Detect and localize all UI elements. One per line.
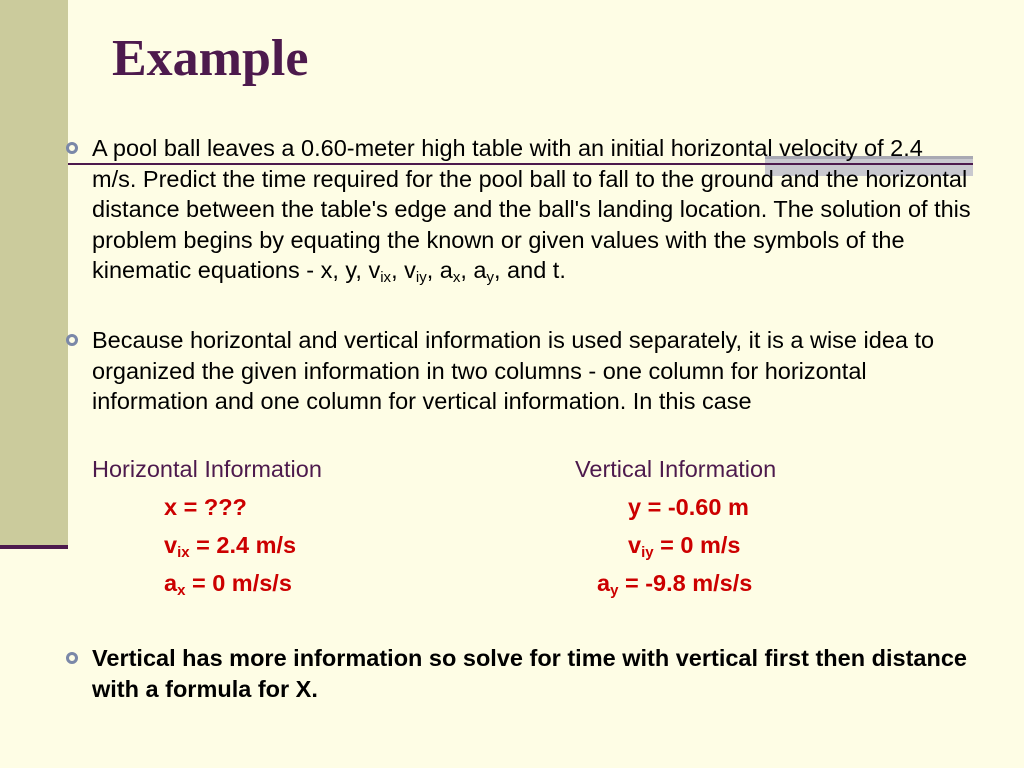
subscript: y	[610, 582, 619, 599]
bullet-1-tail: , and t.	[494, 257, 566, 283]
symbol: v	[628, 532, 642, 558]
horizontal-x-value: x = ???	[164, 494, 247, 520]
bullet-ring-icon	[66, 334, 78, 346]
symbol: a	[597, 570, 611, 596]
value: = 2.4 m/s	[189, 532, 297, 558]
value: = -9.8 m/s/s	[618, 570, 753, 596]
subscript-y: y	[486, 269, 494, 286]
vertical-info-header: Vertical Information	[575, 456, 777, 482]
subscript: x	[177, 582, 186, 599]
subscript-x: x	[452, 269, 461, 286]
vertical-viy-value	[628, 530, 740, 560]
bullet-paragraph-1	[92, 133, 972, 286]
subscript-ix: ix	[380, 269, 392, 286]
subscript: iy	[641, 544, 654, 561]
subscript-iy: iy	[415, 269, 427, 286]
slide-title: Example	[112, 30, 309, 87]
bullet-paragraph-2: Because horizontal and vertical information is used separately, it is a wise idea to organized the given information in two columns - one column for horizontal information and one column for vertical information. In this case	[92, 327, 935, 414]
left-decor-band	[0, 0, 68, 548]
symbol: a	[164, 570, 178, 596]
bullet-ring-icon	[66, 142, 78, 154]
value: = 0 m/s/s	[185, 570, 292, 596]
bullet-ring-icon	[66, 652, 78, 664]
left-band-rule	[0, 545, 68, 549]
vertical-ay-value	[597, 568, 752, 598]
horizontal-ax-value	[164, 568, 292, 598]
horizontal-info-header: Horizontal Information	[92, 456, 322, 482]
bullet-1-sep: , a	[426, 257, 453, 283]
bullet-1-text: A pool ball leaves a 0.60-meter high table with an initial horizontal velocity of 2.4 m/s. Predict the time required for the pool ball to fall to the ground and the horizontal distance between the table's edge and the ball's landing location. The solution of this problem begins by equating the known or given values with the symbols of the kinematic equations - x, y, v	[92, 135, 971, 283]
bullet-paragraph-3: Vertical has more information so solve for time with vertical first then distance with a formula for X.	[92, 645, 967, 702]
bullet-1-sep: , a	[460, 257, 487, 283]
vertical-y-value: y = -0.60 m	[628, 494, 749, 520]
value: = 0 m/s	[653, 532, 741, 558]
symbol: v	[164, 532, 178, 558]
horizontal-vix-value	[164, 530, 296, 560]
subscript: ix	[177, 544, 190, 561]
bullet-1-sep: , v	[391, 257, 416, 283]
